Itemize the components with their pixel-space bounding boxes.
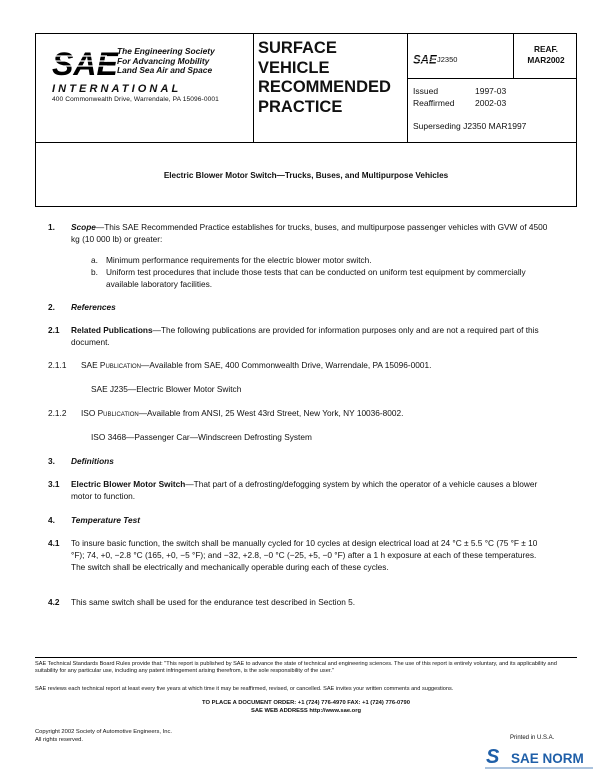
section-heading: ISO Publication — [81, 408, 139, 418]
header-divider-1 — [253, 33, 254, 143]
reference-sae-j235: SAE J235—Electric Blower Motor Switch — [91, 384, 242, 394]
org-line-2: For Advancing Mobility — [117, 55, 210, 66]
rights-text: All rights reserved. — [35, 737, 84, 743]
header-divider-3 — [513, 33, 514, 78]
org-address: 400 Commonwealth Drive, Warrendale, PA 15096-0001 — [52, 96, 219, 103]
section-heading: References — [71, 302, 116, 312]
section-text: —That part of a defrosting/defogging system by which the operator of a vehicle causes a blower motor to function. — [71, 479, 538, 501]
doc-type-line-4: PRACTICE — [258, 97, 343, 116]
reaffirmed-label: Reaffirmed — [413, 97, 455, 108]
list-label: b. — [91, 267, 98, 277]
issued-date: 1997-03 — [475, 86, 507, 96]
watermark-text: SAE NORM — [511, 751, 584, 766]
section-number: 3. — [48, 456, 55, 466]
reaf-line-2: MAR2002 — [527, 55, 565, 65]
section-heading: Scope — [71, 222, 96, 232]
section-text: This same switch shall be used for the endurance test described in Section 5. — [71, 597, 356, 607]
printed-in: Printed in U.S.A. — [510, 735, 555, 741]
section-number: 1. — [48, 222, 55, 232]
reaffirmed-date: 2002-03 — [475, 97, 507, 108]
sae-small-logo-icon — [413, 53, 435, 65]
footer-rule — [35, 657, 577, 658]
order-line: TO PLACE A DOCUMENT ORDER: +1 (724) 776-4970 FAX: +1 (724) 776-0790 — [202, 700, 410, 706]
svg-text:SAE: SAE — [52, 46, 118, 82]
footer-note-1: SAE Technical Standards Board Rules provide that: "This report is published by SAE to advance the state of technical and engineering sciences. The use of this report is entirely voluntary, and its applicability and suitability for any particular use, including any patent infringement arising therefrom, is the sole responsibility of the user." — [35, 661, 557, 675]
header-rule — [407, 78, 577, 79]
superseding-note: Superseding J2350 MAR1997 — [413, 121, 527, 131]
section-number: 4.2 — [48, 597, 60, 607]
section-text: To insure basic function, the switch shall be manually cycled for 10 cycles at design electrical load at 24 °C ± 5.5 °C (75 °F ± 10 °F); 74, +0, −2.8 °C (165, +0, −5 °F); and −32, +2.8, −0 °C (−25, +5, −0 °F) after a 1 h exposure at each of these temperatures. The switch shall be electrically and mechanically operable during each of these cycles. — [71, 538, 538, 572]
doc-type-line-2: VEHICLE — [258, 58, 330, 77]
svg-text:S: S — [486, 746, 500, 768]
international-label: INTERNATIONAL — [52, 83, 182, 95]
section-number: 4. — [48, 515, 55, 525]
doc-type-line-3: RECOMMENDED — [258, 78, 391, 96]
section-text: —This SAE Recommended Practice establishes for trucks, buses, and multipurpose passenger vehicles with GVW of 4500 kg (10 000 lb) or greater: — [71, 222, 548, 244]
section-heading: Temperature Test — [71, 515, 141, 525]
list-text: Minimum performance requirements for the electric blower motor switch. — [106, 255, 372, 265]
copyright-text: Copyright 2002 Society of Automotive Engineers, Inc. — [35, 729, 172, 735]
sae-logo-icon — [52, 45, 118, 82]
org-line-3: Land Sea Air and Space — [117, 65, 213, 76]
reaf-line-1: REAF. — [534, 44, 558, 54]
section-text: —Available from ANSI, 25 West 43rd Street, New York, NY 10036-8002. — [138, 408, 404, 418]
section-heading: Related Publications — [71, 325, 153, 335]
header-divider-2 — [407, 33, 408, 143]
section-number: 2.1.1 — [48, 360, 67, 370]
document-title: Electric Blower Motor Switch—Trucks, Buses, and Multipurpose Vehicles — [163, 171, 449, 180]
org-line-1: The Engineering Society — [117, 46, 215, 56]
document-type — [258, 39, 391, 117]
section-number: 4.1 — [48, 538, 60, 548]
footer-note-2: SAE reviews each technical report at least every five years at which time it may be reaffirmed, revised, or cancelled. SAE invites your written comments and suggestions. — [35, 686, 454, 692]
section-heading: SAE Publication — [81, 360, 142, 370]
section-number: 2.1.2 — [48, 408, 67, 418]
svg-text:SAE: SAE — [413, 54, 437, 67]
document-dates — [413, 86, 506, 109]
section-text: —Available from SAE, 400 Commonwealth Drive, Warrendale, PA 15096-0001. — [141, 360, 432, 370]
copyright-block — [35, 728, 172, 744]
section-text: —The following publications are provided for information purposes only and are not a required part of this document. — [71, 325, 539, 347]
issued-label: Issued — [413, 86, 439, 96]
sae-norm-watermark-icon — [485, 742, 593, 772]
org-tagline — [117, 47, 215, 76]
section-number: 2. — [48, 302, 55, 312]
section-heading: Electric Blower Motor Switch — [71, 479, 186, 489]
doc-type-line-1: SURFACE — [258, 39, 337, 57]
reaffirmation-box — [520, 44, 572, 66]
section-number: 2.1 — [48, 325, 60, 335]
reference-iso-3468: ISO 3468—Passenger Car—Windscreen Defrosting System — [91, 432, 312, 442]
list-label: a. — [91, 255, 98, 265]
section-heading: Definitions — [71, 456, 114, 466]
section-number: 3.1 — [48, 479, 60, 489]
document-number: J2350 — [437, 55, 458, 64]
web-address: SAE WEB ADDRESS http://www.sae.org — [250, 708, 362, 714]
list-text: Uniform test procedures that include those tests that can be conducted on uniform test equipment by commercially available laboratory facilities. — [106, 267, 526, 289]
